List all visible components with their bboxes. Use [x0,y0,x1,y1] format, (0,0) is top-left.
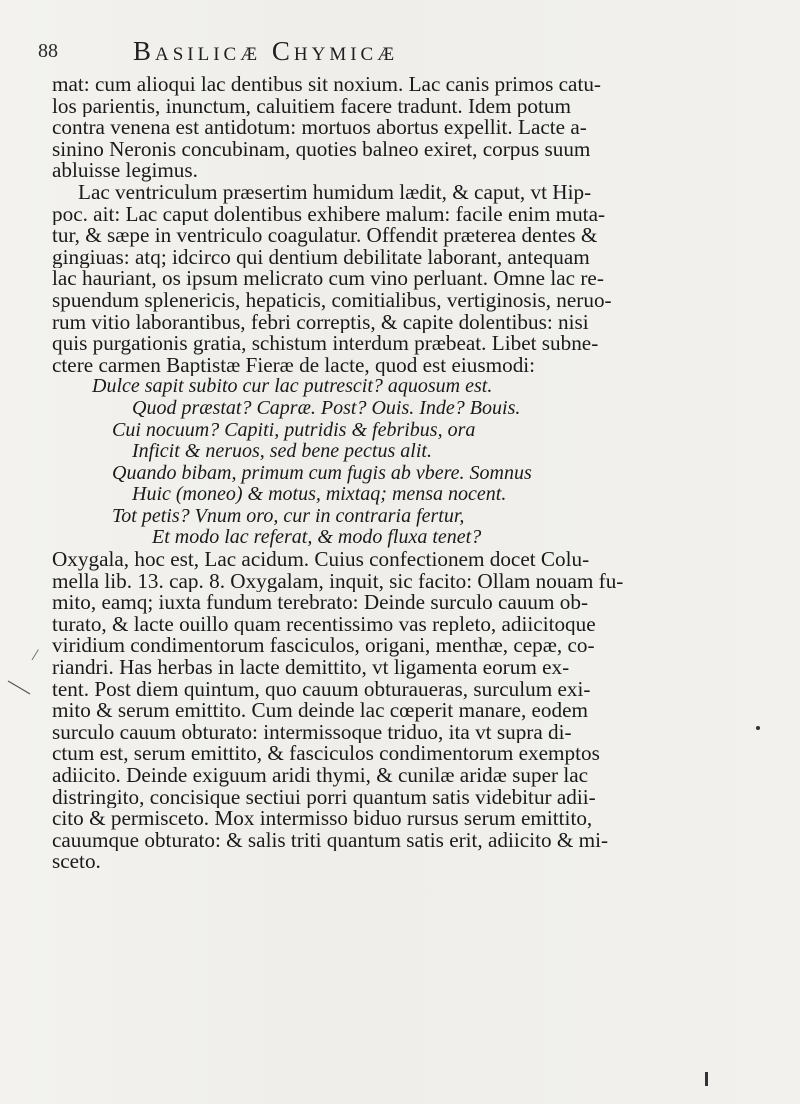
margin-speck: ⁄ [34,648,37,664]
verse-line: Quod præstat? Capræ. Post? Ouis. Inde? Bouis. [132,397,521,419]
text-line: gingiuas: atq; idcirco qui dentium debilitate laborant, antequam [52,246,590,269]
text-line: Oxygala, hoc est, Lac acidum. Cuius confectionem docet Colu- [52,549,590,571]
verse-line: Quando bibam, primum cum fugis ab vbere. Somnus [112,462,532,484]
text-line: viridium condimentorum fasciculos, origani, menthæ, cepæ, co- [52,635,595,658]
text-line: ctere carmen Baptistæ Fieræ de lacte, quod est eiusmodi: [52,354,536,377]
text-line: mat: cum alioqui lac dentibus sit noxium. Lac canis primos catu- [52,74,601,96]
text-line: cito & permisceto. Mox intermisso biduo rursus serum emittito, [52,808,593,830]
catchword-mark [705,1072,708,1086]
text-line: ctum est, serum emittito, & fasciculos condimentorum exemptos [52,743,600,765]
text-line: spuendum splenericis, hepaticis, comitialibus, vertiginosis, neruo- [52,289,612,312]
text-line: tur, & sæpe in ventriculo coagulatur. Offendit præterea dentes & [52,225,598,247]
text-line: surculo cauum obturato: intermissoque triduo, ita vt supra di- [52,721,572,744]
text-line: rum vitio laborantibus, febri correptis, & capite dolentibus: nisi [52,311,589,334]
text-line: adiicito. Deinde exiguum aridi thymi, & cunilæ aridæ super lac [52,765,589,787]
paragraph-lac-ventriculum [52,182,772,376]
verse-line: Et modo lac referat, & modo fluxa tenet? [152,527,482,549]
verse-line: Dulce sapit subito cur lac putrescit? aquosum est. [92,376,493,398]
page-header [38,36,740,66]
poem-fiera [52,376,772,549]
text-line: contra venena est antidotum: mortuos abortus expellit. Lacte a- [52,117,587,139]
text-line: lac hauriant, os ipsum melicrato cum vino perluant. Omne lac re- [52,268,604,290]
paragraph-lac-noxium [52,74,772,182]
text-line: riandri. Has herbas in lacte demittito, vt ligamenta eorum ex- [52,657,570,679]
verse-line: Cui nocuum? Capiti, putridis & febribus, ora [112,419,476,441]
text-line: Lac ventriculum præsertim humidum lædit, & caput, vt Hip- [78,181,592,204]
text-line: tent. Post diem quintum, quo cauum obturaueras, surculum exi- [52,678,591,701]
text-line: los parientis, inunctum, caluitiem facere tradunt. Idem potum [52,95,571,118]
text-line: quis purgationis gratia, schistum interdum præbeat. Libet subne- [52,333,599,355]
text-line: cauumque obturato: & salis triti quantum satis erit, adiicito & mi- [52,829,609,852]
text-line: poc. ait: Lac caput dolentibus exhibere malum: facile enim muta- [52,203,606,226]
text-line: mella lib. 13. cap. 8. Oxygalam, inquit, sic facito: Ollam nouam fu- [52,570,624,593]
text-line: turato, & lacte ouillo quam recentissimo vas repleto, adiicitoque [52,613,596,636]
verse-line: Tot petis? Vnum oro, cur in contraria fertur, [112,505,465,527]
running-head: Basilicæ Chymicæ [133,36,399,66]
text-line: sinino Neronis concubinam, quoties balneo exiret, corpus suum [52,138,591,161]
text-line: abluisse legimus. [52,160,198,182]
verse-line: Inficit & neruos, sed bene pectus alit. [132,441,432,463]
text-line: mito, eamq; iuxta fundum terebrato: Deinde surculo cauum ob- [52,592,589,614]
paragraph-oxygala [52,549,772,873]
text-line: distringito, concisique sectiui porri quantum satis videbitur adii- [52,786,596,809]
page-number: 88 [38,40,58,62]
text-line: sceto. [52,851,101,873]
verse-line: Huic (moneo) & motus, mixtaq; mensa nocent. [132,484,507,506]
body-text [52,74,772,873]
margin-pen-mark [6,678,32,696]
text-line: mito & serum emittito. Cum deinde lac cœperit manare, eodem [52,700,589,722]
ink-dot [756,726,760,730]
